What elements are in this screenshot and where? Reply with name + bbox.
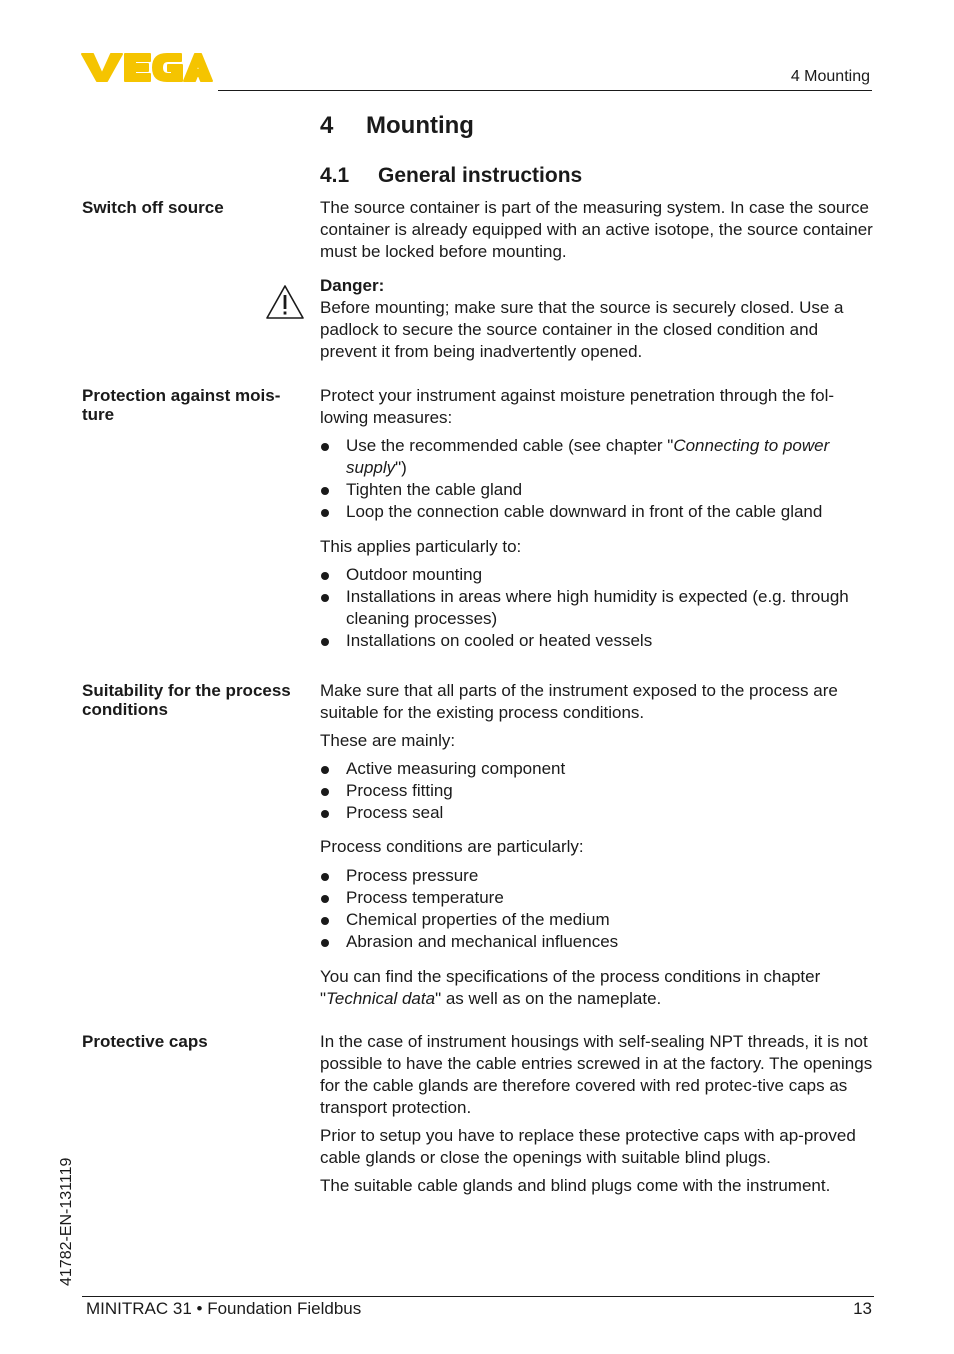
suitability-label-line1: Suitability for the process xyxy=(82,681,291,700)
moisture-label-line2: ture xyxy=(82,405,115,424)
chapter-number: 4 xyxy=(320,112,334,139)
vega-logo-graphic xyxy=(80,50,214,84)
list-item xyxy=(320,435,876,479)
mainly-list xyxy=(320,758,876,824)
moisture-intro: Protect your instrument against moisture penetration through the fol-lowing measures: xyxy=(320,386,835,427)
footer-title: MINITRAC 31 • Foundation Fieldbus xyxy=(86,1299,362,1318)
document-number: 41782-EN-131119 xyxy=(58,1157,75,1286)
conditions-list xyxy=(320,865,876,953)
list-item: Process fitting xyxy=(320,780,876,802)
moisture-label-line1: Protection against mois- xyxy=(82,386,281,405)
footer-rule xyxy=(82,1296,874,1297)
header-rule xyxy=(218,90,872,91)
suitability-intro: Make sure that all parts of the instrument exposed to the process are suitable for the existing process conditions. xyxy=(320,681,838,722)
section-title: General instructions xyxy=(378,164,583,187)
applies-intro: This applies particularly to: xyxy=(320,537,522,556)
mainly-intro: These are mainly: xyxy=(320,731,456,750)
moisture-label xyxy=(82,386,312,424)
suitability-label-line2: conditions xyxy=(82,700,168,719)
spec-reference xyxy=(320,966,876,1010)
moisture-measures-list xyxy=(320,435,876,523)
suitability-label xyxy=(82,681,312,719)
list-item: Abrasion and mechanical influences xyxy=(320,931,876,953)
caps-paragraph-1: In the case of instrument housings with self-sealing NPT threads, it is not possible to have the cable entries screwed in at the factory. The openings for the cable glands are therefore covered with red protec-tive caps as transport protection. xyxy=(320,1032,873,1117)
chapter-title: Mounting xyxy=(366,112,474,139)
list-item: Process pressure xyxy=(320,865,876,887)
warning-triangle-icon xyxy=(265,284,305,325)
switch-off-text xyxy=(320,197,876,263)
list-item: Active measuring component xyxy=(320,758,876,780)
list-item: Outdoor mounting xyxy=(320,564,876,586)
caps-paragraph-2: Prior to setup you have to replace these protective caps with ap-proved cable glands or close the openings with suitable blind plugs. xyxy=(320,1126,856,1167)
list-item: Installations in areas where high humidity is expected (e.g. through cleaning processes) xyxy=(320,586,876,630)
switch-off-label: Switch off source xyxy=(82,198,224,217)
conditions-intro: Process conditions are particularly: xyxy=(320,837,584,856)
danger-title: Danger: xyxy=(320,276,385,295)
switch-off-paragraph: The source container is part of the measuring system. In case the source container is already equipped with an active isotope, the source container must be locked before mounting. xyxy=(320,198,873,261)
list-item: Installations on cooled or heated vessels xyxy=(320,630,876,652)
chapter-heading xyxy=(320,112,474,140)
applies-list xyxy=(320,564,876,652)
spec-post: " as well as on the nameplate. xyxy=(435,989,662,1008)
spec-italic: Technical data xyxy=(326,989,436,1008)
section-heading xyxy=(320,164,582,188)
page-number: 13 xyxy=(853,1299,872,1318)
vega-logo xyxy=(80,50,214,89)
caps-paragraph-3: The suitable cable glands and blind plugs come with the instrument. xyxy=(320,1176,831,1195)
list-item: Process temperature xyxy=(320,887,876,909)
header-section-label: 4 Mounting xyxy=(790,68,870,85)
spec-pre: You can find the specifications of the process conditions in chapter " xyxy=(320,967,821,1008)
section-number: 4.1 xyxy=(320,164,350,187)
list-item: Loop the connection cable downward in front of the cable gland xyxy=(320,501,876,523)
bullet1-post: ") xyxy=(395,458,407,477)
caps-label: Protective caps xyxy=(82,1032,208,1051)
list-item: Tighten the cable gland xyxy=(320,479,876,501)
bullet1-italic: Connecting to power supply xyxy=(346,436,830,477)
suitability-text xyxy=(320,680,876,1010)
list-item: Chemical properties of the medium xyxy=(320,909,876,931)
moisture-text xyxy=(320,385,876,652)
list-item: Process seal xyxy=(320,802,876,824)
bullet1-pre: Use the recommended cable (see chapter " xyxy=(346,436,674,455)
caps-text xyxy=(320,1031,876,1197)
danger-block xyxy=(320,275,876,363)
danger-text: Before mounting; make sure that the source is securely closed. Use a padlock to secure the source container in the closed condition and prevent it from being inadvertently opened. xyxy=(320,298,844,361)
